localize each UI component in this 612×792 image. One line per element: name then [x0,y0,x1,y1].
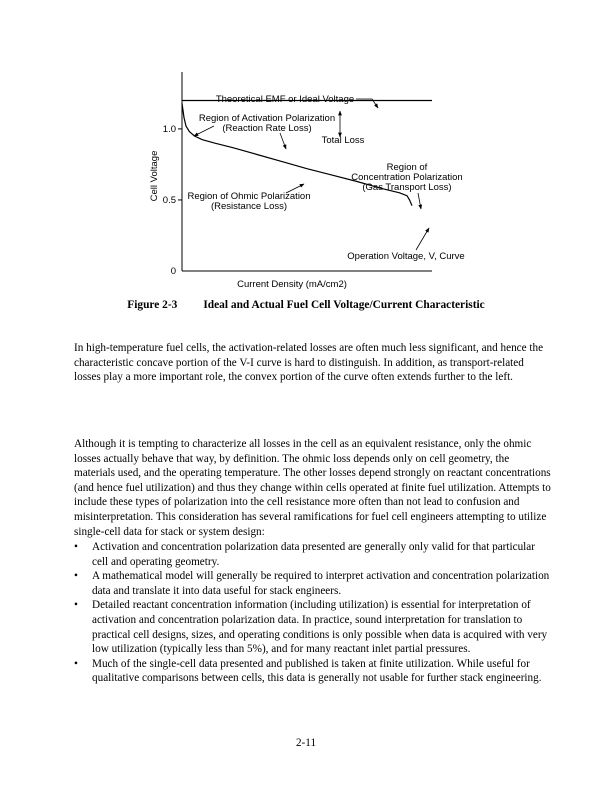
ramifications-list [74,540,552,686]
figure-caption [0,299,612,311]
vi-curve-figure [0,0,612,300]
operation-arrow [416,228,429,250]
y-axis-ticks [163,124,182,277]
y-tick-label: 0.5 [162,194,176,206]
svg-text:Theoretical EMF or Ideal Volta: Theoretical EMF or Ideal Voltage [215,94,355,105]
paragraph-high-temperature: In high-temperature fuel cells, the activation-related losses are often much less significant, and hence the characteristic concave portion of the V-I curve is hard to distinguish. In addition, as transport-related losses play a more important role, the convex portion of the curve often extends further to the left. [74,342,544,384]
svg-text:Total Loss: Total Loss [321,135,365,146]
activation-arrow [194,126,214,136]
activation-arrow-2 [280,133,286,149]
svg-text:(Gas Transport Loss): (Gas Transport Loss) [362,182,452,193]
svg-text:Region of: Region of [386,162,428,173]
y-tick-label: 1.0 [162,123,176,135]
svg-text:(Resistance Loss): (Resistance Loss) [210,201,288,212]
list-item: • Much of the single-cell data presented and published is taken at finite utilization. While useful for qualitative comparisons between cells, this data is generally not usable for further stack engineering. [74,657,552,686]
annotation-operation [347,251,464,262]
list-item: • A mathematical model will generally be required to interpret activation and concentration polarization data and translate it into data useful for stack engineers. [74,569,552,598]
annotation-concentration [351,162,462,193]
annotation-activation [199,113,335,134]
svg-text:Concentration Polarization: Concentration Polarization [351,172,463,183]
annotation-ohmic [187,191,310,212]
svg-text:Region of Ohmic Polarization: Region of Ohmic Polarization [187,191,311,202]
svg-text:(Reaction Rate Loss): (Reaction Rate Loss) [222,123,312,134]
paragraph-equivalent-resistance: Although it is tempting to characterize all losses in the cell as an equivalent resistance, only the ohmic losses actually behave that way, by definition. The ohmic loss depends only on cell geometry, the materials used, and the operating temperature. The other losses depend strongly on reactant concentrations (and hence fuel utilization) and thus they change within cells operated at finite fuel utilization. Attempts to include these types of polarization into the cell resistance more often than not lead to confusion and misinterpretation. This consideration has several ramifications for fuel cell engineers attempting to utilize single-cell data for stack or system design: [74,438,551,538]
y-tick-label: 0 [170,266,176,277]
annotation-total-loss [322,135,365,146]
concentration-arrow [418,193,421,209]
y-axis-label: Cell Voltage [149,150,160,202]
figure-title: Ideal and Actual Fuel Cell Voltage/Current Characteristic [203,299,485,311]
annotation-emf [216,94,354,105]
svg-text:Region of Activation Polarizat: Region of Activation Polarization [198,113,336,124]
page-number: 2-11 [295,737,317,749]
svg-text:Operation Voltage, V, Curve: Operation Voltage, V, Curve [347,251,465,262]
list-item: • Detailed reactant concentration information (including utilization) is essential for interpretation of activation and concentration polarization data. In practice, sound interpretation for translation to practical cell designs, sizes, and operating conditions is only possible when data is acquired with very low utilization (typically less than 5%), and for many reactant inlet partial pressures. [74,598,552,656]
list-item: • Activation and concentration polarization data presented are generally only valid for that particular cell and operating geometry. [74,540,552,569]
x-axis-label: Current Density (mA/cm2) [237,279,347,290]
figure-number: Figure 2-3 [127,299,178,311]
